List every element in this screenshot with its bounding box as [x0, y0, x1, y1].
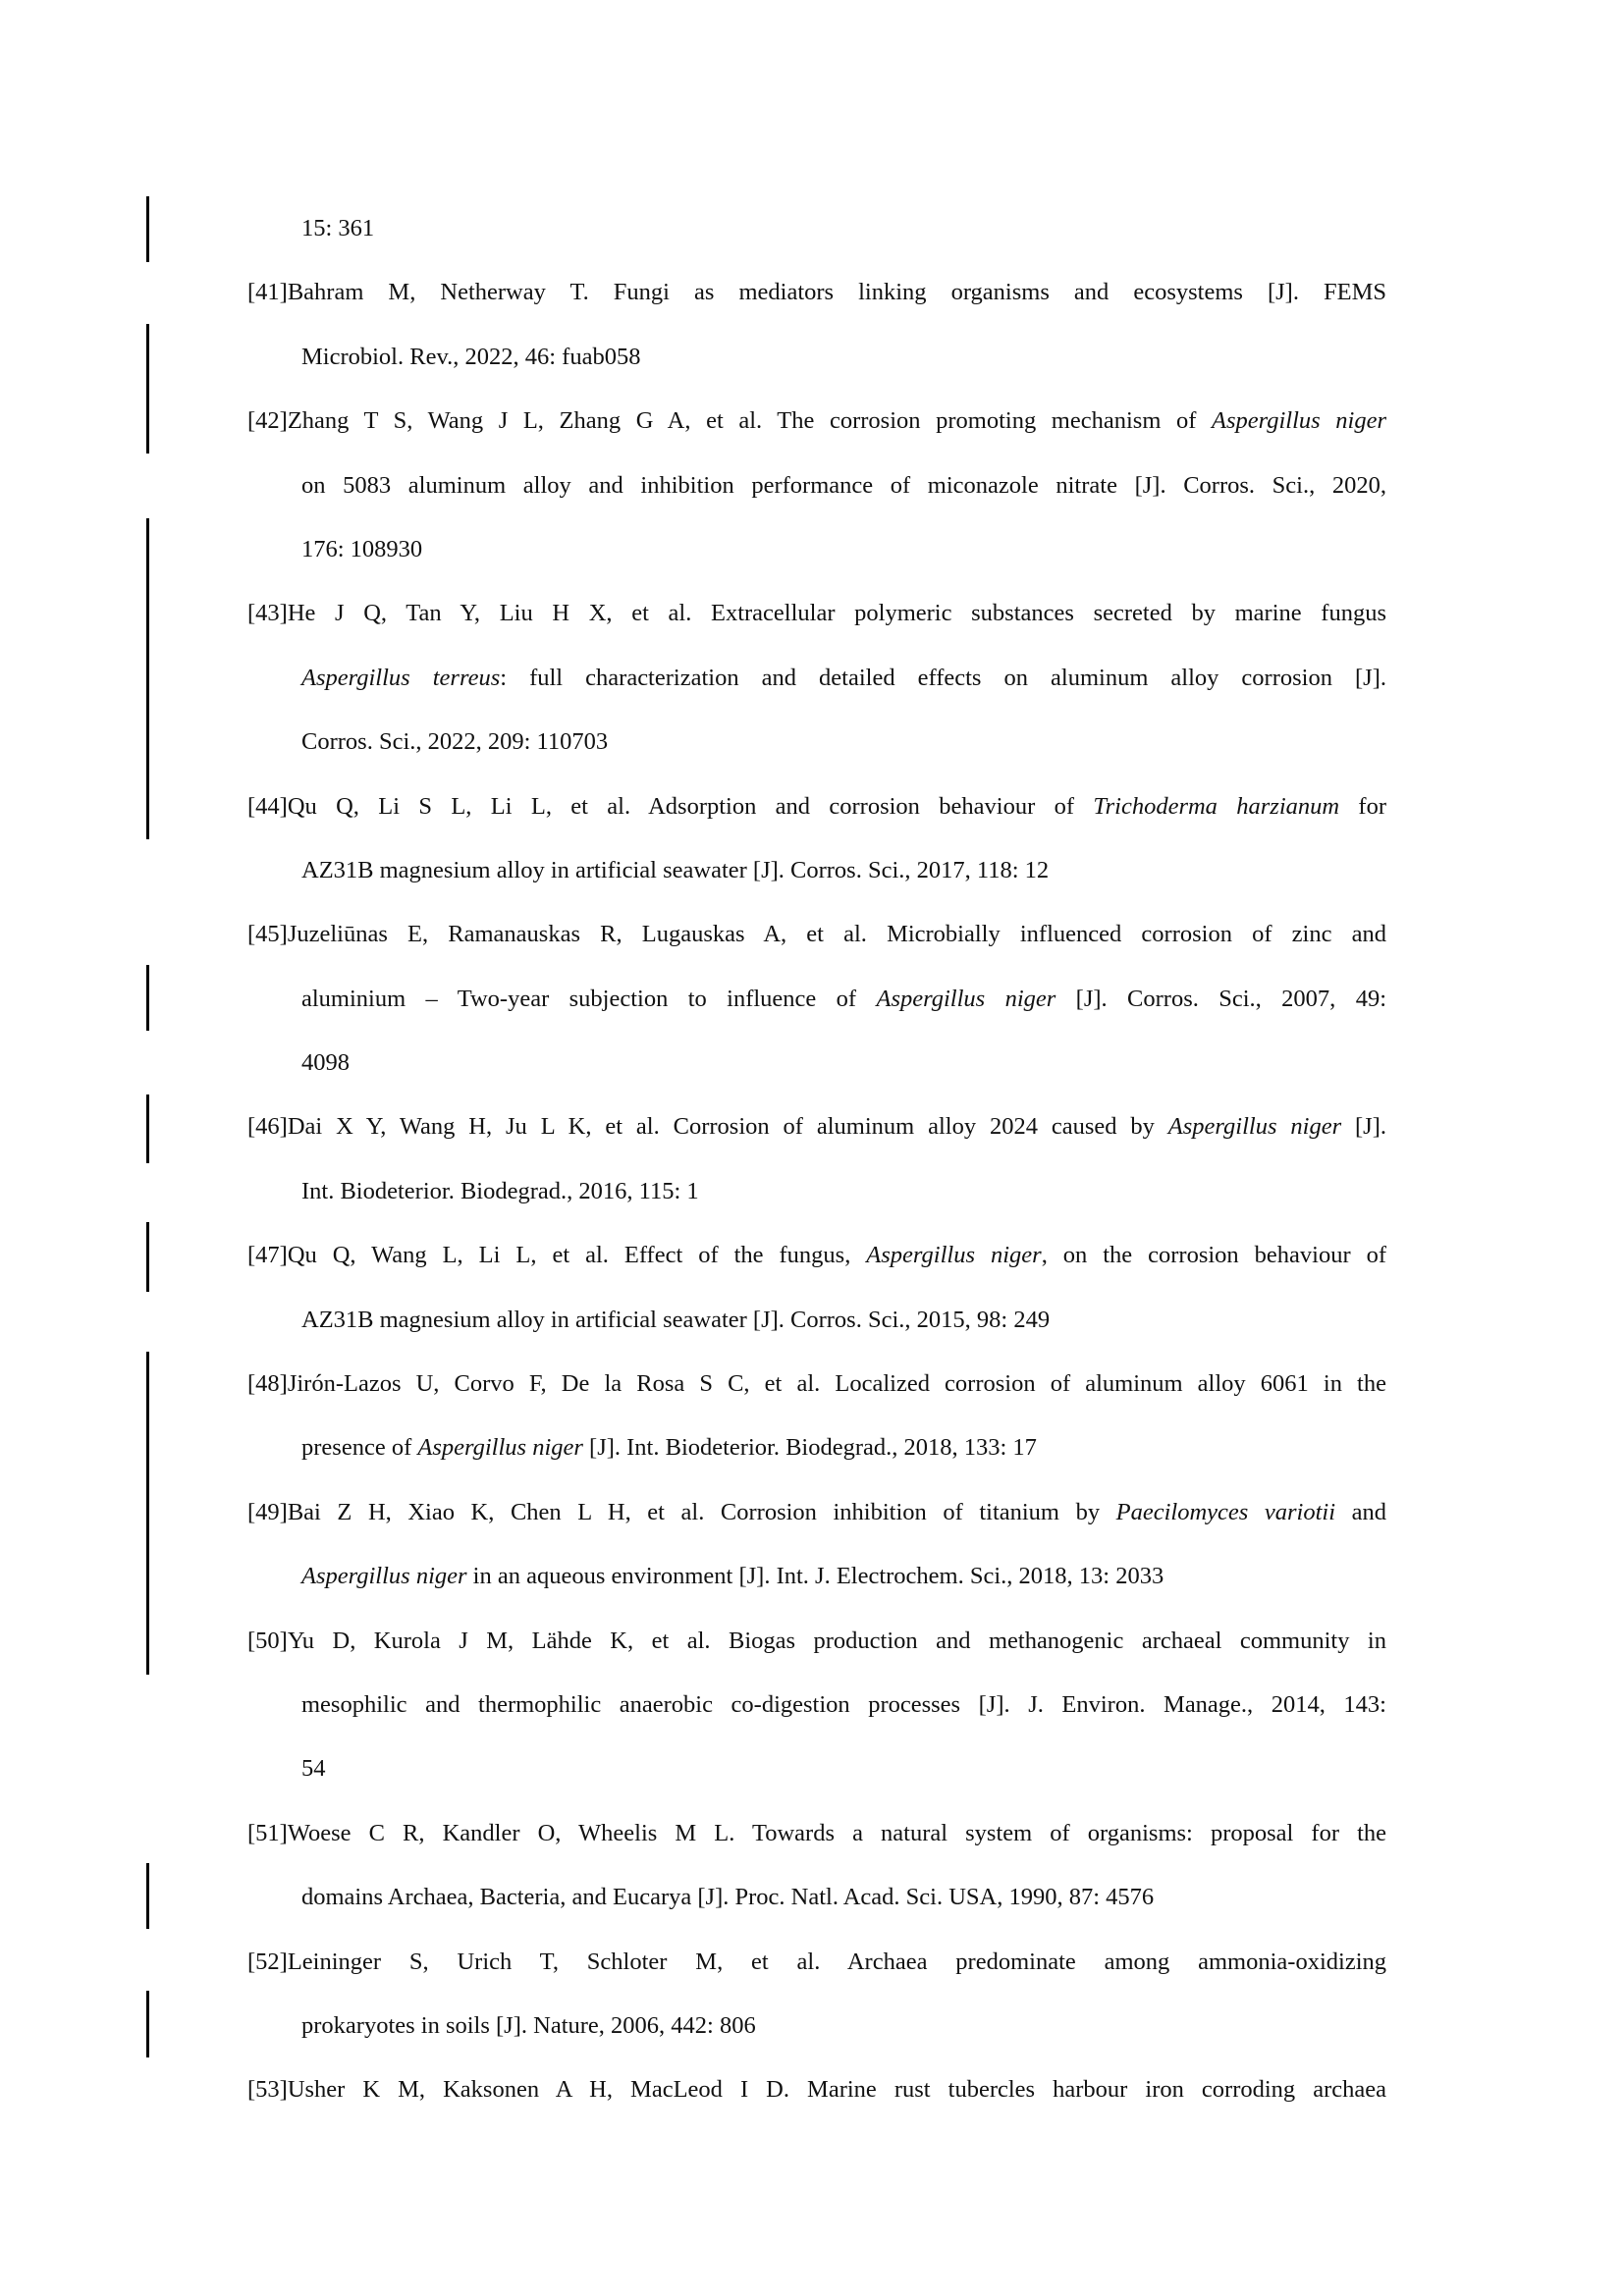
reference-text: [44]Qu Q, Li S L, Li L, et al. Adsorption and corrosion behaviour of	[247, 792, 1094, 820]
reference-entry	[247, 1801, 1386, 1930]
reference-text: presence of	[301, 1434, 418, 1462]
change-bar	[146, 1991, 149, 2057]
reference-entry	[247, 902, 1386, 1095]
reference-line	[247, 1930, 1386, 1994]
reference-line	[247, 646, 1386, 710]
reference-text: [J].	[1341, 1113, 1386, 1141]
reference-text: prokaryotes in soils [J]. Nature, 2006, 442: 806	[301, 2011, 756, 2039]
species-name: Aspergillus niger	[1211, 407, 1387, 435]
reference-line	[247, 1609, 1386, 1673]
reference-line	[247, 1801, 1386, 1865]
reference-line	[247, 838, 1386, 902]
change-bar	[146, 196, 149, 262]
reference-text: and	[1335, 1498, 1386, 1525]
reference-line	[247, 389, 1386, 453]
reference-text: AZ31B magnesium alloy in artificial seawater [J]. Corros. Sci., 2015, 98: 249	[301, 1306, 1051, 1333]
reference-text: 176: 108930	[301, 535, 423, 562]
reference-text: Corros. Sci., 2022, 209: 110703	[301, 728, 609, 756]
reference-text: , on the corrosion behaviour of	[1041, 1242, 1386, 1269]
reference-text: on 5083 aluminum alloy and inhibition performance of miconazole nitrate [J]. Corros. Sci., 2020,	[301, 471, 1386, 499]
reference-line	[247, 1673, 1386, 1736]
reference-entry	[247, 1480, 1386, 1609]
reference-text: AZ31B magnesium alloy in artificial seawater [J]. Corros. Sci., 2017, 118: 12	[301, 856, 1050, 883]
reference-text: [53]Usher K M, Kaksonen A H, MacLeod I D. Marine rust tubercles harbour iron corroding archaea	[247, 2076, 1386, 2104]
reference-entry	[247, 260, 1386, 389]
reference-text: domains Archaea, Bacteria, and Eucarya [J]. Proc. Natl. Acad. Sci. USA, 1990, 87: 4576	[301, 1884, 1155, 1911]
species-name: Paecilomyces variotii	[1115, 1498, 1336, 1525]
reference-line	[247, 1736, 1386, 1800]
reference-text: [51]Woese C R, Kandler O, Wheelis M L. Towards a natural system of organisms: proposal for the	[247, 1819, 1386, 1846]
species-name: Aspergillus niger	[1167, 1113, 1342, 1141]
reference-line	[247, 517, 1386, 581]
reference-text: [48]Jirón-Lazos U, Corvo F, De la Rosa S C, et al. Localized corrosion of aluminum alloy 6061 in the	[247, 1370, 1386, 1398]
reference-list	[247, 196, 1386, 2122]
reference-line	[247, 196, 1386, 260]
species-name: Aspergillus niger	[301, 1563, 467, 1590]
reference-text: [J]. Corros. Sci., 2007, 49:	[1056, 985, 1386, 1012]
reference-text: [42]Zhang T S, Wang J L, Zhang G A, et al. The corrosion promoting mechanism of	[247, 407, 1212, 435]
reference-entry	[247, 2057, 1386, 2121]
reference-line	[247, 1095, 1386, 1158]
species-name: Aspergillus niger	[417, 1434, 583, 1462]
reference-line	[247, 325, 1386, 389]
reference-entry	[247, 389, 1386, 581]
species-name: Aspergillus terreus	[301, 664, 501, 691]
reference-line	[247, 1159, 1386, 1223]
reference-line	[247, 1288, 1386, 1352]
change-bar	[146, 518, 149, 839]
reference-entry	[247, 1609, 1386, 1801]
reference-line	[247, 1865, 1386, 1929]
reference-line	[247, 1223, 1386, 1287]
change-bar	[146, 1222, 149, 1292]
reference-text: [46]Dai X Y, Wang H, Ju L K, et al. Corrosion of aluminum alloy 2024 caused by	[247, 1113, 1168, 1141]
reference-text: aluminium – Two-year subjection to influence of	[301, 985, 877, 1012]
change-bar	[146, 1863, 149, 1929]
reference-text: [47]Qu Q, Wang L, Li L, et al. Effect of the fungus,	[247, 1242, 867, 1269]
reference-line	[247, 454, 1386, 517]
change-bar	[146, 965, 149, 1031]
reference-entry	[247, 1223, 1386, 1352]
reference-text: mesophilic and thermophilic anaerobic co-digestion processes [J]. J. Environ. Manage., 2014, 143:	[301, 1690, 1386, 1718]
species-name: Aspergillus niger	[876, 985, 1056, 1012]
reference-entry	[247, 196, 1386, 260]
reference-line	[247, 902, 1386, 966]
reference-line	[247, 581, 1386, 645]
reference-line	[247, 1544, 1386, 1608]
reference-line	[247, 774, 1386, 838]
reference-line	[247, 967, 1386, 1031]
change-bar	[146, 1352, 149, 1675]
reference-entry	[247, 1930, 1386, 2058]
reference-entry	[247, 1095, 1386, 1223]
species-name: Aspergillus niger	[866, 1242, 1042, 1269]
reference-text: 54	[301, 1755, 326, 1783]
reference-line	[247, 1352, 1386, 1415]
reference-text: [45]Juzeliūnas E, Ramanauskas R, Lugauskas A, et al. Microbially influenced corrosion of zinc and	[247, 921, 1386, 948]
reference-entry	[247, 581, 1386, 774]
reference-line	[247, 1415, 1386, 1479]
reference-line	[247, 1480, 1386, 1544]
change-bar	[146, 1095, 149, 1163]
change-bar	[146, 324, 149, 454]
reference-line	[247, 710, 1386, 774]
reference-text: Microbiol. Rev., 2022, 46: fuab058	[301, 343, 641, 370]
reference-text: [J]. Int. Biodeterior. Biodegrad., 2018, 133: 17	[582, 1434, 1037, 1462]
reference-text: for	[1339, 792, 1386, 820]
reference-text: [41]Bahram M, Netherway T. Fungi as mediators linking organisms and ecosystems [J]. FEMS	[247, 279, 1386, 306]
reference-text: : full characterization and detailed effects on aluminum alloy corrosion [J].	[500, 664, 1386, 691]
reference-text: in an aqueous environment [J]. Int. J. Electrochem. Sci., 2018, 13: 2033	[466, 1563, 1164, 1590]
reference-line	[247, 2057, 1386, 2121]
reference-entry	[247, 774, 1386, 903]
reference-text: [50]Yu D, Kurola J M, Lähde K, et al. Biogas production and methanogenic archaeal community in	[247, 1627, 1386, 1654]
reference-text: 15: 361	[301, 215, 375, 241]
species-name: Trichoderma harzianum	[1093, 792, 1340, 820]
reference-entry	[247, 1352, 1386, 1480]
reference-text: [52]Leininger S, Urich T, Schloter M, et al. Archaea predominate among ammonia-oxidizing	[247, 1948, 1386, 1975]
reference-text: [49]Bai Z H, Xiao K, Chen L H, et al. Corrosion inhibition of titanium by	[247, 1498, 1116, 1525]
reference-text: Int. Biodeterior. Biodegrad., 2016, 115: 1	[301, 1177, 699, 1204]
reference-line	[247, 260, 1386, 324]
reference-text: [43]He J Q, Tan Y, Liu H X, et al. Extracellular polymeric substances secreted by marine fungus	[247, 600, 1386, 627]
reference-line	[247, 1994, 1386, 2057]
reference-text: 4098	[301, 1049, 350, 1077]
reference-line	[247, 1031, 1386, 1095]
